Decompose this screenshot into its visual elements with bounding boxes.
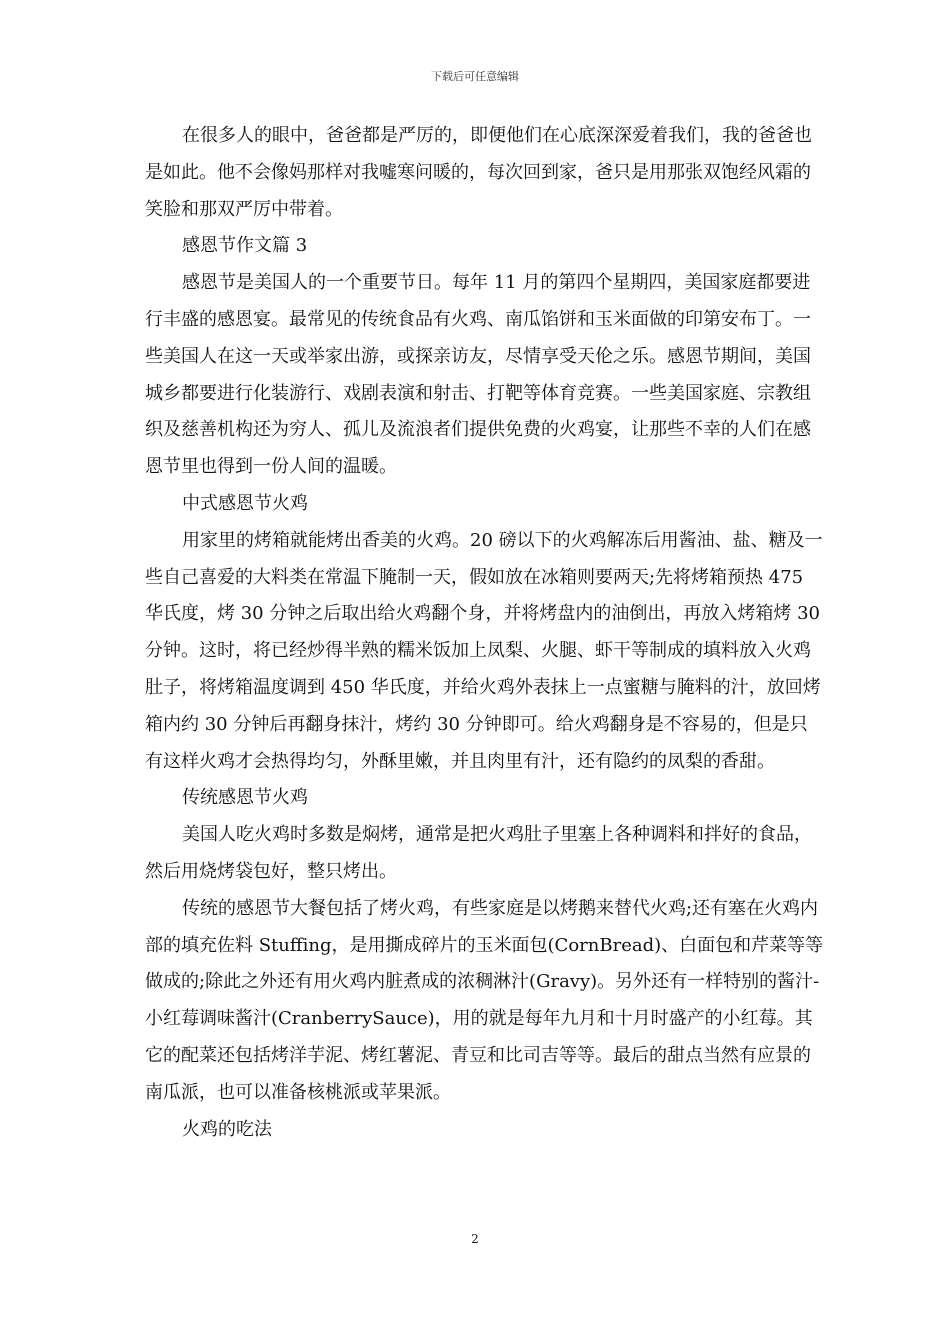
paragraph-traditional-dinner: 传统的感恩节大餐包括了烤火鸡，有些家庭是以烤鹅来替代火鸡;还有塞在火鸡内部的填充佐料 Stuffing，是用撕成碎片的玉米面包(CornBread)、白面包和芹菜等等做成的;除此之外还有用火鸡内脏煮成的浓稠淋汁(Gravy)。另外还有一样特别的酱汁-小红莓调味酱汁(CranberrySauce)，用的就是每年九月和十月时盛产的小红莓。其它的配菜还包括烤洋芋泥、烤红薯泥、青豆和比司吉等等。最后的甜点当然有应景的南瓜派，也可以准备核桃派或苹果派。 <box>145 897 824 1103</box>
page-number: 2 <box>471 1232 479 1246</box>
document-body <box>145 118 825 1148</box>
heading-chinese-turkey: 中式感恩节火鸡 <box>182 492 308 514</box>
paragraph-father: 在很多人的眼中，爸爸都是严厉的，即便他们在心底深深爱着我们，我的爸爸也是如此。他不会像妈那样对我嘘寒问暖的，每次回到家，爸只是用那张双饱经风霜的笑脸和那双严厉中带着。 <box>145 125 812 220</box>
paragraph-thanksgiving-intro: 感恩节是美国人的一个重要节日。每年 11 月的第四个星期四，美国家庭都要进行丰盛的感恩宴。最常见的传统食品有火鸡、南瓜馅饼和玉米面做的印第安布丁。一些美国人在这一天或举家出游，或探亲访友，尽情享受天伦之乐。感恩节期间，美国城乡都要进行化装游行、戏剧表演和射击、打靶等体育竞赛。一些美国家庭、宗教组织及慈善机构还为穷人、孤儿及流浪者们提供免费的火鸡宴，让那些不幸的人们在感恩节里也得到一份人间的温暖。 <box>145 272 811 478</box>
heading-essay-3: 感恩节作文篇 3 <box>182 235 308 257</box>
paragraph-chinese-turkey-recipe: 用家里的烤箱就能烤出香美的火鸡。20 磅以下的火鸡解冻后用酱油、盐、糖及一些自己喜爱的大料类在常温下腌制一天，假如放在冰箱则要两天;先将烤箱预热 475 华氏度，烤 30 分钟之后取出给火鸡翻个身，并将烤盘内的油倒出，再放入烤箱烤 30 分钟。这时，将已经炒得半熟的糯米饭加上凤梨、火腿、虾干等制成的填料放入火鸡肚子，将烤箱温度调到 450 华氏度，并给火鸡外表抹上一点蜜糖与腌料的汁，放回烤箱内约 30 分钟后再翻身抹汁，烤约 30 分钟即可。给火鸡翻身是不容易的，但是只有这样火鸡才会热得均匀，外酥里嫩，并且肉里有汁，还有隐约的凤梨的香甜。 <box>145 529 823 772</box>
heading-how-to-eat: 火鸡的吃法 <box>182 1118 272 1140</box>
page-header: 下载后可任意编辑 <box>431 70 519 83</box>
heading-traditional-turkey: 传统感恩节火鸡 <box>182 787 308 809</box>
paragraph-traditional-turkey: 美国人吃火鸡时多数是焖烤，通常是把火鸡肚子里塞上各种调料和拌好的食品，然后用烧烤袋包好，整只烤出。 <box>145 824 812 882</box>
